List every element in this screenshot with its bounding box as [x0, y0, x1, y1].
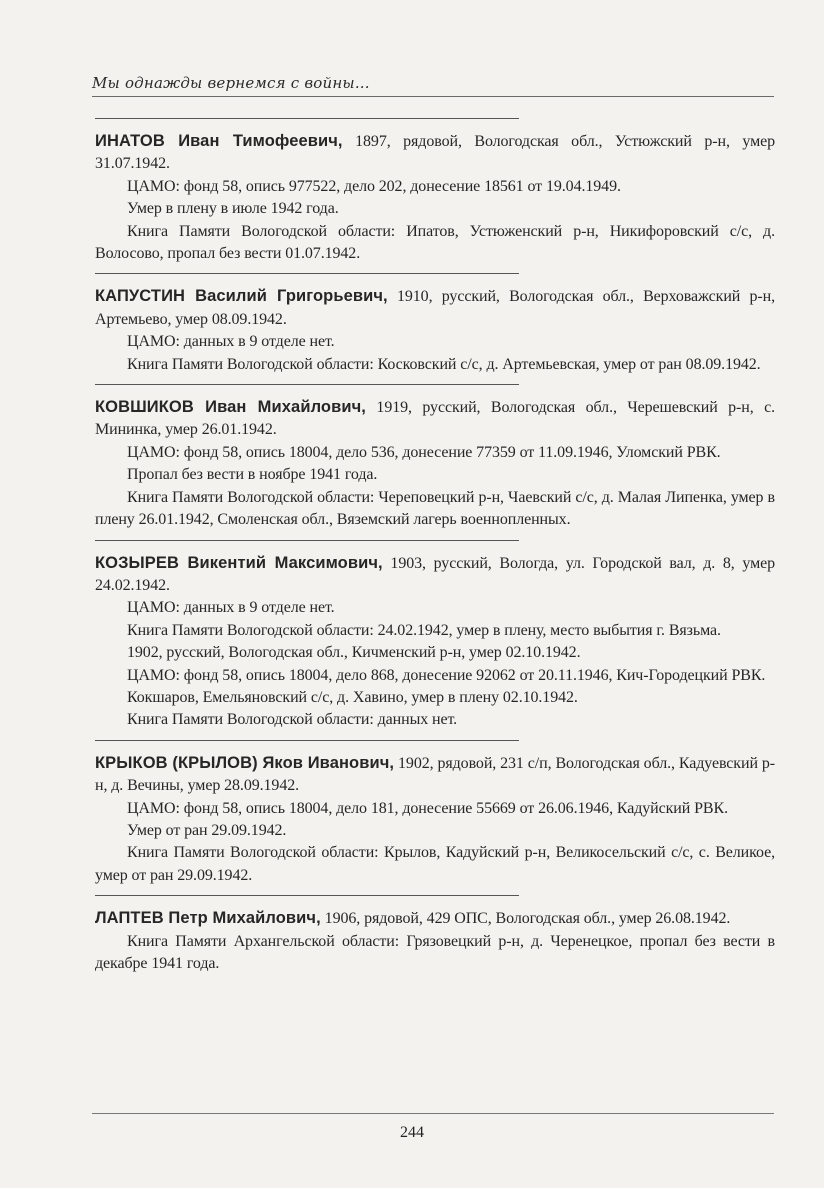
entry-name: ЛАПТЕВ Петр Михайлович,: [95, 909, 321, 928]
entry-paragraph: Книга Памяти Вологодской области: Череповецкий р-н, Чаевский с/с, д. Малая Липенка, умер в плену 26.01.1942, Смоленская обл., Вяземский лагерь военнопленных.: [95, 488, 775, 529]
entry-separator: [95, 740, 519, 741]
entry-paragraph: Книга Памяти Вологодской области: 24.02.1942, умер в плену, место выбытия г. Вязьма.: [127, 621, 721, 639]
entry-paragraph: Книга Памяти Вологодской области: Ипатов, Устюженский р-н, Никифоровский с/с, д. Волосово, пропал без вести 01.07.1942.: [95, 222, 775, 263]
entry: [95, 273, 775, 384]
entry-paragraph: ЦАМО: фонд 58, опись 977522, дело 202, донесение 18561 от 19.04.1949.: [127, 177, 621, 195]
entry-paragraph: 1902, русский, Вологодская обл., Кичменский р-н, умер 02.10.1942.: [127, 644, 581, 662]
entry-intro: 1897, рядовой, Вологодская обл., Устюжский р-н, умер 31.07.1942.: [95, 133, 775, 173]
entry-intro: 1910, русский, Вологодская обл., Верховажский р-н, Артемьево, умер 08.09.1942.: [95, 288, 775, 328]
entry-name: КРЫКОВ (КРЫЛОВ) Яков Иванович,: [95, 753, 395, 772]
entry-separator: [95, 895, 519, 896]
entry-paragraph: ЦАМО: фонд 58, опись 18004, дело 536, донесение 77359 от 11.09.1946, Уломский РВК.: [127, 443, 721, 461]
entry-paragraph: Пропал без вести в ноябре 1941 года.: [127, 466, 378, 484]
running-header: [92, 66, 774, 97]
entry-heading: [95, 907, 775, 930]
entry-intro: 1903, русский, Вологда, ул. Городской вал, д. 8, умер 24.02.1942.: [95, 554, 775, 594]
entry-name: КАПУСТИН Василий Григорьевич,: [95, 287, 388, 306]
entry-paragraph: ЦАМО: данных в 9 отделе нет.: [127, 599, 335, 617]
entry: [95, 384, 775, 539]
entry-intro: 1919, русский, Вологодская обл., Черешевский р-н, с. Мининка, умер 26.01.1942.: [95, 399, 775, 439]
entry-paragraph: Книга Памяти Вологодской области: данных нет.: [127, 711, 458, 729]
entry-paragraph: Книга Памяти Вологодской области: Косковский с/с, д. Артемьевская, умер от ран 08.09.1942.: [127, 355, 761, 373]
entry-heading: [95, 130, 775, 176]
entry-heading: [95, 396, 775, 442]
entry-separator: [95, 540, 519, 541]
entry: [95, 740, 775, 895]
entry: [95, 540, 775, 740]
entry-paragraph: Кокшаров, Емельяновский с/с, д. Хавино, умер в плену 02.10.1942.: [127, 688, 578, 706]
entry-heading: [95, 285, 775, 331]
entry-separator: [95, 273, 519, 274]
entry-paragraph: ЦАМО: данных в 9 отделе нет.: [127, 333, 335, 351]
page-number: 244: [400, 1124, 424, 1141]
entry-heading: [95, 552, 775, 598]
entry-paragraph: Умер в плену в июле 1942 года.: [127, 200, 339, 218]
entry-separator: [95, 384, 519, 385]
entry-paragraph: ЦАМО: фонд 58, опись 18004, дело 181, донесение 55669 от 26.06.1946, Кадуйский РВК.: [127, 799, 728, 817]
entry-paragraph: Книга Памяти Вологодской области: Крылов, Кадуйский р-н, Великосельский с/с, с. Великое, умер от ран 29.09.1942.: [95, 844, 775, 884]
page-content: [95, 118, 775, 975]
entry-separator: [95, 118, 519, 119]
entry-name: КОВШИКОВ Иван Михайлович,: [95, 398, 366, 417]
running-title: Мы однажды вернемся с войны...: [92, 74, 370, 92]
footer-divider: [92, 1113, 774, 1114]
entry-paragraph: Книга Памяти Архангельской области: Грязовецкий р-н, д. Черенецкое, пропал без вести в декабре 1941 года.: [95, 932, 775, 972]
entry-intro: 1906, рядовой, 429 ОПС, Вологодская обл., умер 26.08.1942.: [320, 910, 731, 928]
entry: [95, 118, 775, 273]
entry-name: КОЗЫРЕВ Викентий Максимович,: [95, 553, 383, 572]
entry-intro: 1902, рядовой, 231 с/п, Вологодская обл., Кадуевский р-н, д. Вечины, умер 28.09.1942.: [95, 754, 775, 795]
entry-paragraph: Умер от ран 29.09.1942.: [127, 821, 287, 839]
entry-heading: [95, 752, 775, 798]
entry: [95, 895, 775, 975]
entry-paragraph: ЦАМО: фонд 58, опись 18004, дело 868, донесение 92062 от 20.11.1946, Кич-Городецкий РВК.: [127, 666, 766, 684]
entry-name: ИНАТОВ Иван Тимофеевич,: [95, 132, 343, 150]
